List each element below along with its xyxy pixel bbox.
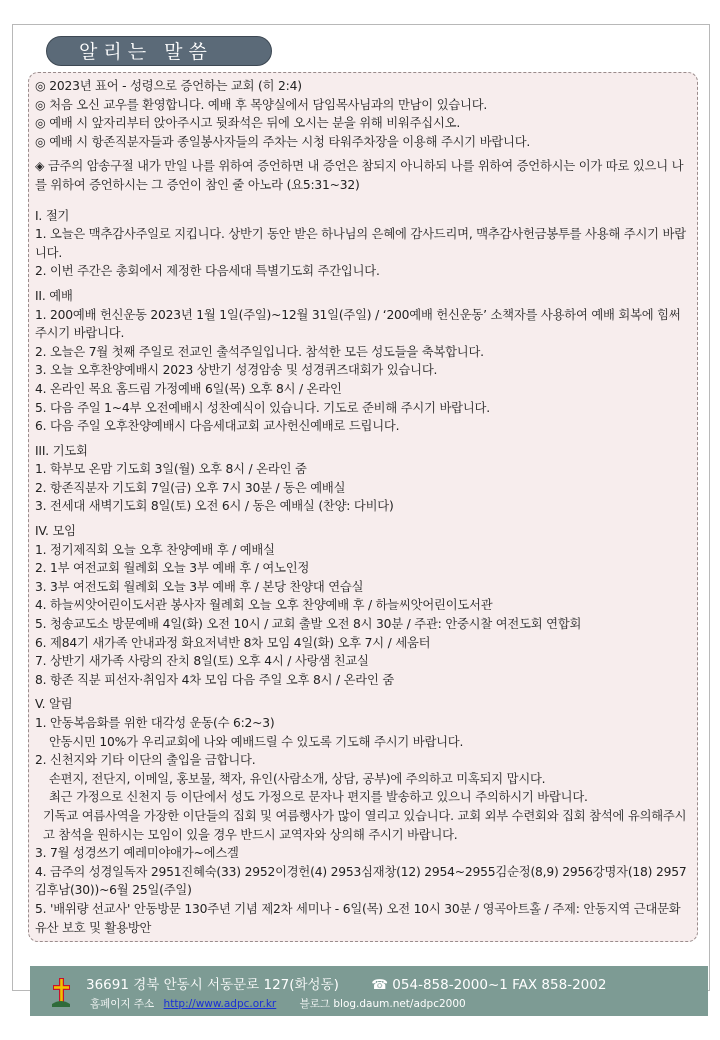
footer-contact — [86, 973, 606, 993]
blog-address: 블로그 blog.daum.net/adpc2000 — [299, 998, 466, 1010]
phone-fax: ☎ 054-858-2000~1 FAX 858-2002 — [371, 977, 607, 993]
list-item-detail: 최근 가정으로 신천지 등 이단에서 성도 가정으로 문자나 편지를 발송하고 있으니 주의하시기 바랍니다. — [49, 790, 588, 805]
list-item: 3. 7월 성경쓰기 예레미야애가~에스겔 — [35, 846, 239, 861]
section-heading: IV. 모임 — [35, 524, 76, 539]
footer — [30, 966, 708, 1016]
list-item: 2. 오늘은 7월 첫째 주일로 전교인 출석주일입니다. 참석한 모든 성도들을 축복합니다. — [35, 344, 484, 359]
intro-line: ◎ 2023년 표어 - 성령으로 증언하는 교회 (히 2:4) — [35, 79, 302, 93]
list-item: 1. 정기제직회 오늘 오후 찬양예배 후 / 예배실 — [35, 542, 275, 557]
page-title: 알리는 말씀 — [46, 36, 272, 66]
list-item: 2. 항존직분자 기도회 7일(금) 오후 7시 30분 / 동은 예배실 — [35, 480, 346, 495]
intro-line: ◎ 처음 오신 교우를 환영합니다. 예배 후 목양실에서 담임목사님과의 만남이 있습니다. — [35, 97, 488, 112]
list-item: 8. 항존 직분 피선자·취임자 4차 모임 다음 주일 오후 8시 / 온라인 줌 — [35, 672, 395, 687]
list-item: 1. 200예배 헌신운동 2023년 1월 1일(주일)~12월 31일(주일) / ‘200예배 헌신운동’ 소책자를 사용하여 예배 회복에 힘써 주시기 바랍니다. — [35, 307, 681, 341]
intro-line: ◎ 예배 시 앞자리부터 앉아주시고 뒷좌석은 뒤에 오시는 분을 위해 비워주십시오. — [35, 116, 461, 131]
church-cross-logo — [50, 976, 72, 1008]
list-item-detail: 기독교 여름사역을 가장한 이단들의 집회 및 여름행사가 많이 열리고 있습니다. 교회 외부 수련회와 집회 참석에 유의해주시고 참석을 원하시는 모임이 있을 경우 반드시 교역자와 상의해 주시기 바랍니다. — [43, 808, 687, 842]
list-item: 4. 금주의 성경일독자 2951진혜숙(33) 2952이경헌(4) 2953심재창(12) 2954~2955김순정(8,9) 2956강명자(18) 2957김후남(30))~6월 25일(주일) — [35, 864, 687, 898]
section-heading: I. 절기 — [35, 208, 70, 223]
list-item: 3. 오늘 오후찬양예배시 2023 상반기 성경암송 및 성경퀴즈대회가 있습니다. — [35, 363, 438, 378]
list-item: 5. 청송교도소 방문예배 4일(화) 오전 10시 / 교회 출발 오전 8시 30분 / 주관: 안중시찰 여전도회 연합회 — [35, 617, 582, 632]
list-item: 2. 1부 여전교회 월례회 오늘 3부 예배 후 / 여노인정 — [35, 561, 310, 576]
footer-links — [90, 996, 466, 1011]
homepage-link[interactable]: http://www.adpc.or.kr — [163, 998, 277, 1010]
list-item: 5. 다음 주일 1~4부 오전예배시 성찬예식이 있습니다. 기도로 준비해 주시기 바랍니다. — [35, 400, 490, 415]
list-item: 4. 온라인 목요 홈드림 가정예배 6일(목) 오후 8시 / 온라인 — [35, 381, 342, 396]
address: 36691 경북 안동시 서동문로 127(화성동) — [86, 977, 339, 993]
list-item-detail: 안동시민 10%가 우리교회에 나와 예배드릴 수 있도록 기도해 주시기 바랍니다. — [49, 734, 464, 749]
notice-box — [28, 72, 698, 942]
intro-line: ◎ 예배 시 항존직분자들과 종일봉사자들의 주차는 시청 타워주차장을 이용해 주시기 바랍니다. — [35, 134, 531, 149]
list-item: 2. 이번 주간은 총회에서 제정한 다음세대 특별기도회 주간입니다. — [35, 264, 380, 279]
list-item: 1. 오늘은 맥추감사주일로 지킵니다. 상반기 동안 받은 하나님의 은혜에 감사드리며, 맥추감사헌금봉투를 사용해 주시기 바랍니다. — [35, 227, 686, 260]
list-item: 6. 다음 주일 오후찬양예배시 다음세대교회 교사헌신예배로 드립니다. — [35, 419, 400, 434]
list-item: 2. 신천지와 기타 이단의 출입을 금합니다. — [35, 753, 256, 768]
section-heading: II. 예배 — [35, 288, 73, 303]
section-heading: V. 알림 — [35, 697, 73, 712]
list-item: 6. 제84기 새가족 안내과정 화요저녁반 8차 모임 4일(화) 오후 7시 / 세움터 — [35, 635, 431, 650]
homepage-label: 홈페이지 주소 — [90, 998, 155, 1010]
memory-verse: ◈ 금주의 암송구절 내가 만일 나를 위하여 증언하면 내 증언은 참되지 아니하되 나를 위하여 증언하시는 이가 따로 있으니 나를 위하여 증언하시는 그 증언이 참인 줄 아노라 (요5:31~32) — [35, 159, 684, 192]
section-heading: III. 기도회 — [35, 443, 88, 458]
list-item: 4. 하늘씨앗어린이도서관 봉사자 월례회 오늘 오후 찬양예배 후 / 하늘씨앗어린이도서관 — [35, 598, 493, 613]
list-item: 1. 학부모 온맘 기도회 3일(월) 오후 8시 / 온라인 줌 — [35, 462, 307, 477]
list-item: 3. 3부 여전도회 월례회 오늘 3부 예배 후 / 본당 찬양대 연습실 — [35, 579, 364, 594]
list-item: 7. 상반기 새가족 사랑의 잔치 8일(토) 오후 4시 / 사랑샘 친교실 — [35, 654, 369, 669]
list-item: 5. '배위량 선교사' 안동방문 130주년 기념 제2차 세미나 - 6일(목) 오전 10시 30분 / 영곡아트홀 / 주제: 안동지역 근대문화유산 보호 및 활용방안 — [35, 901, 681, 935]
list-item: 1. 안동복음화를 위한 대각성 운동(수 6:2~3) — [35, 716, 275, 730]
list-item-detail: 손편지, 전단지, 이메일, 홍보물, 책자, 유인(사람소개, 상담, 공부)에 주의하고 미혹되지 맙시다. — [49, 771, 546, 786]
list-item: 3. 전세대 새벽기도회 8일(토) 오전 6시 / 동은 예배실 (찬양: 다비다) — [35, 499, 394, 514]
